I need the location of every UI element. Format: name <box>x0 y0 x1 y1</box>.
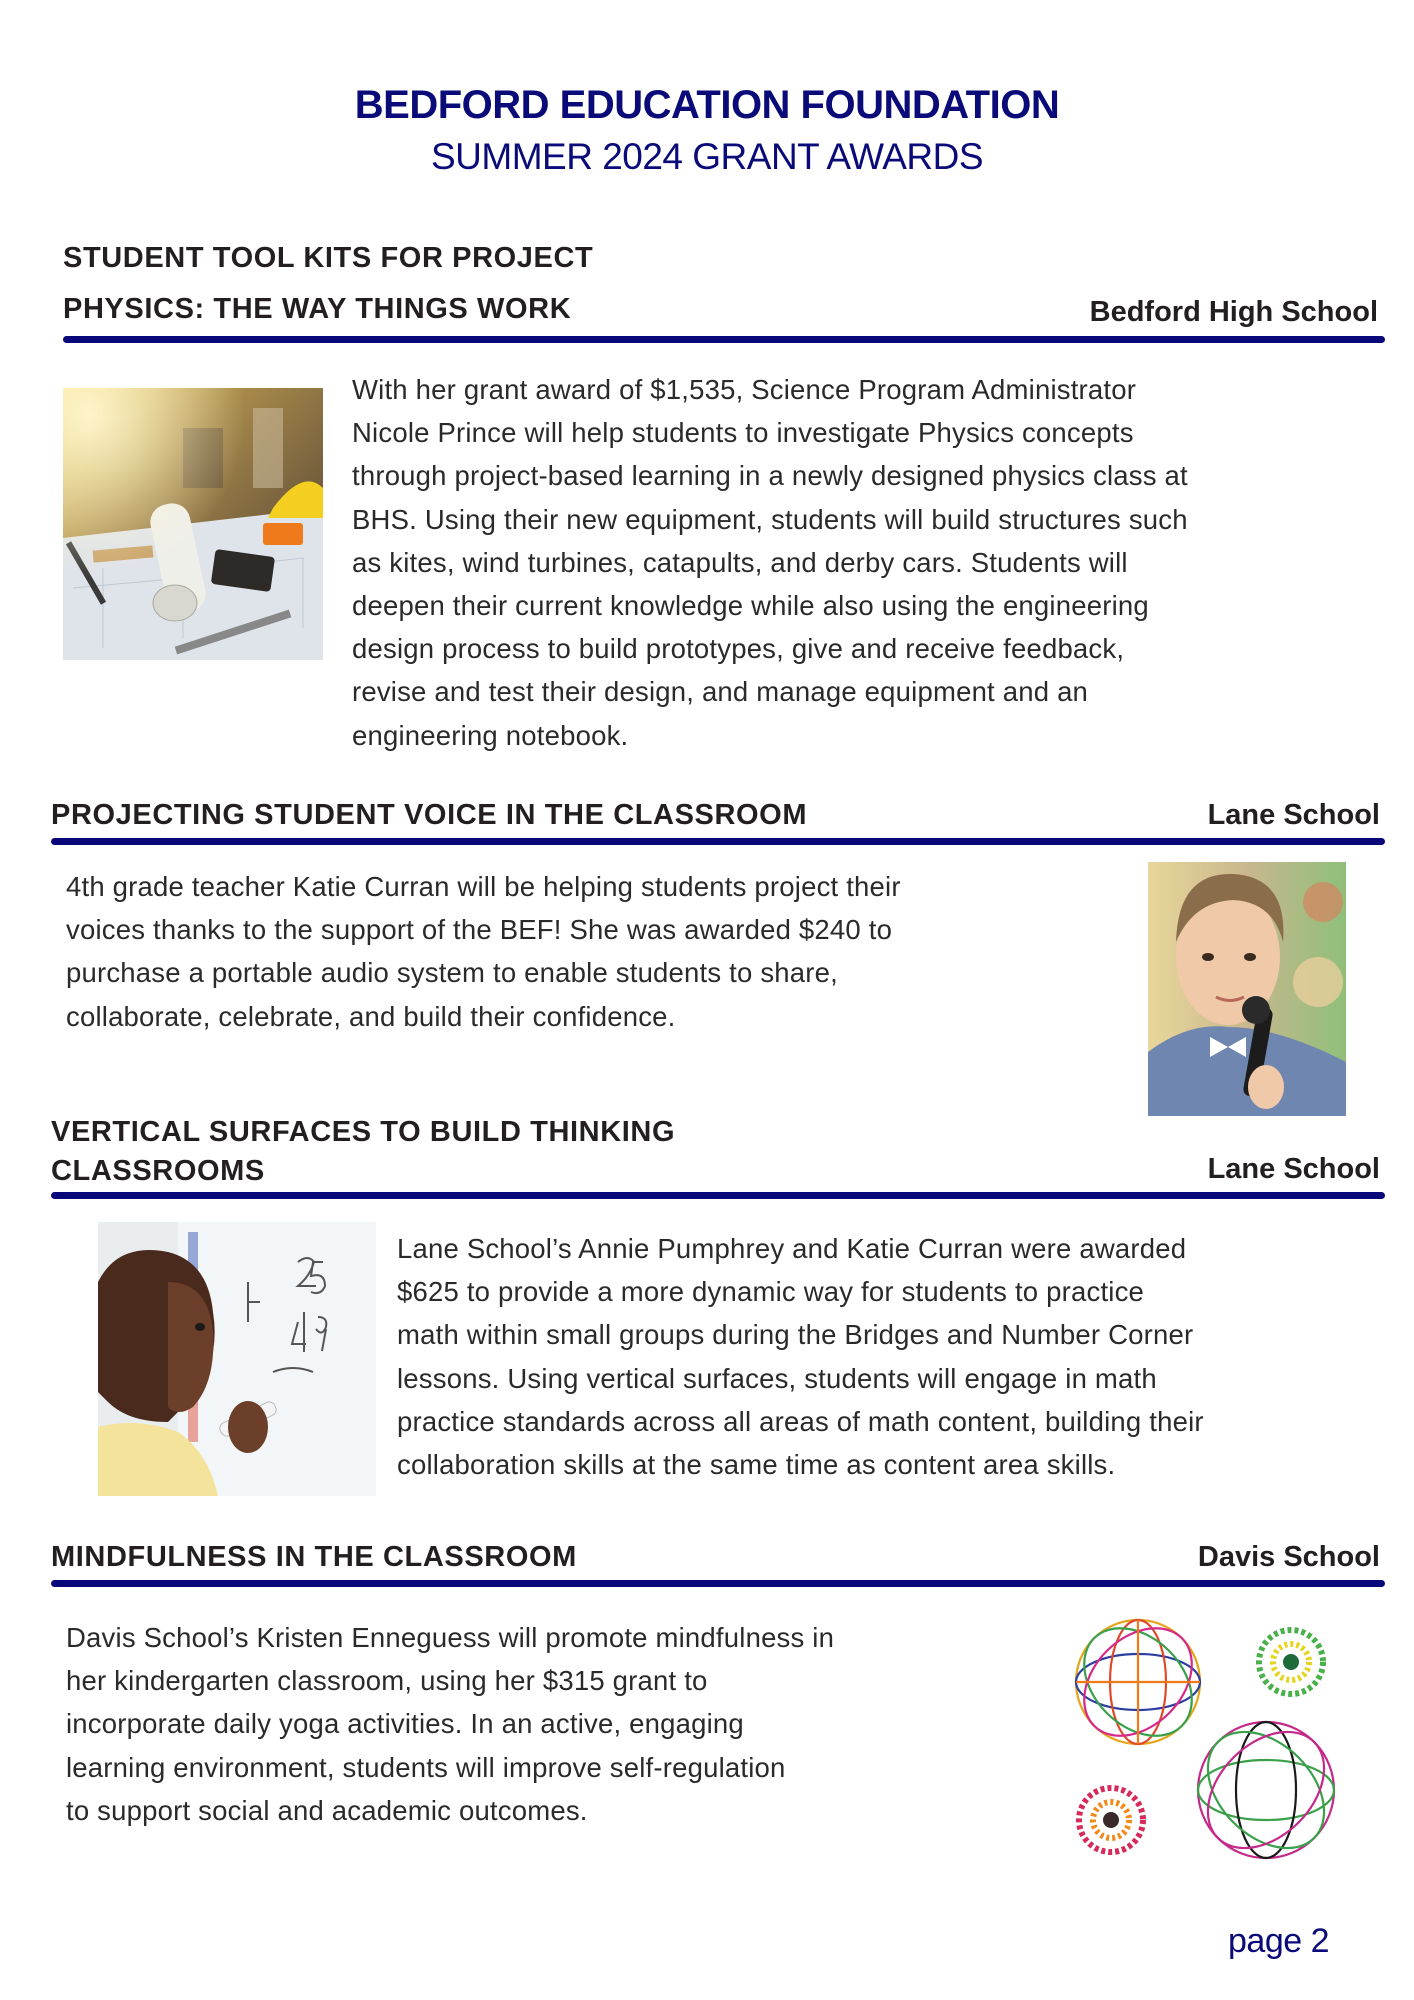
section-title-line: MINDFULNESS IN THE CLASSROOM <box>51 1541 577 1573</box>
school-name: Lane School <box>1207 799 1380 831</box>
body-line: 4th grade teacher Katie Curran will be helping students project their <box>66 871 901 902</box>
body-line: $625 to provide a more dynamic way for students to practice <box>397 1276 1145 1308</box>
body-line: Davis School’s Kristen Enneguess will promote mindfulness in <box>66 1622 835 1653</box>
body-line: BHS. Using their new equipment, students will build structures such <box>352 503 1188 535</box>
body-line: purchase a portable audio system to enable students to share, <box>66 957 838 989</box>
body-line: With her grant award of $1,535, Science Program Administrator <box>352 374 1137 405</box>
body-line: through project-based learning in a newly designed physics class at <box>352 460 1188 492</box>
document-title: BEDFORD EDUCATION FOUNDATION <box>354 83 1060 127</box>
section-title-line: CLASSROOMS <box>51 1155 265 1187</box>
sphere-large-rainbow <box>1066 1607 1213 1757</box>
body-line: design process to build prototypes, give and receive feedback, <box>352 633 1125 665</box>
girl-at-whiteboard-photo <box>98 1222 376 1496</box>
section-divider <box>51 838 1385 845</box>
boy-with-microphone-photo <box>1148 862 1346 1116</box>
sphere-small-green <box>1259 1630 1323 1694</box>
body-line: voices thanks to the support of the BEF! She was awarded $240 to <box>66 914 893 946</box>
body-line: Lane School’s Annie Pumphrey and Katie Curran were awarded <box>397 1233 1187 1264</box>
section-title-line: PROJECTING STUDENT VOICE IN THE CLASSROOM <box>51 799 808 831</box>
body-line: Nicole Prince will help students to investigate Physics concepts <box>352 417 1134 449</box>
section-body <box>397 1227 1204 1486</box>
body-line: to support social and academic outcomes. <box>66 1794 588 1826</box>
body-line: math within small groups during the Bridges and Number Corner <box>397 1319 1194 1351</box>
section-divider <box>51 1192 1385 1199</box>
body-line: collaboration skills at the same time as content area skills. <box>397 1449 1116 1481</box>
section-body <box>66 865 901 1038</box>
section-title-line: VERTICAL SURFACES TO BUILD THINKING <box>51 1116 676 1148</box>
page-number: page 2 <box>1228 1922 1329 1960</box>
section-divider <box>51 1580 1385 1587</box>
school-name: Bedford High School <box>1089 296 1378 328</box>
body-line: revise and test their design, and manage equipment and an <box>352 676 1089 708</box>
body-line: lessons. Using vertical surfaces, students will engage in math <box>397 1362 1157 1394</box>
section-title-line: PHYSICS: THE WAY THINGS WORK <box>63 293 572 325</box>
section-divider <box>63 336 1385 343</box>
body-line: practice standards across all areas of math content, building their <box>397 1405 1204 1437</box>
body-line: as kites, wind turbines, catapults, and derby cars. Students will <box>352 546 1128 578</box>
body-line: collaborate, celebrate, and build their confidence. <box>66 1000 676 1032</box>
school-name: Lane School <box>1207 1153 1380 1185</box>
school-name: Davis School <box>1197 1541 1380 1573</box>
document-subtitle: SUMMER 2024 GRANT AWARDS <box>430 136 984 177</box>
sphere-large-pink-green <box>1185 1709 1346 1870</box>
section-body <box>66 1616 834 1832</box>
body-line: deepen their current knowledge while also using the engineering <box>352 590 1149 622</box>
body-line: her kindergarten classroom, using her $315 grant to <box>66 1665 708 1697</box>
body-line: learning environment, students will improve self-regulation <box>66 1751 786 1783</box>
sphere-small-pink <box>1079 1788 1143 1852</box>
hoberman-spheres-photo <box>1066 1600 1346 1870</box>
section-title-line: STUDENT TOOL KITS FOR PROJECT <box>63 242 594 274</box>
body-line: incorporate daily yoga activities. In an active, engaging <box>66 1708 744 1740</box>
tools-blueprint-photo <box>63 388 323 660</box>
body-line: engineering notebook. <box>352 719 629 751</box>
section-body <box>352 368 1188 757</box>
